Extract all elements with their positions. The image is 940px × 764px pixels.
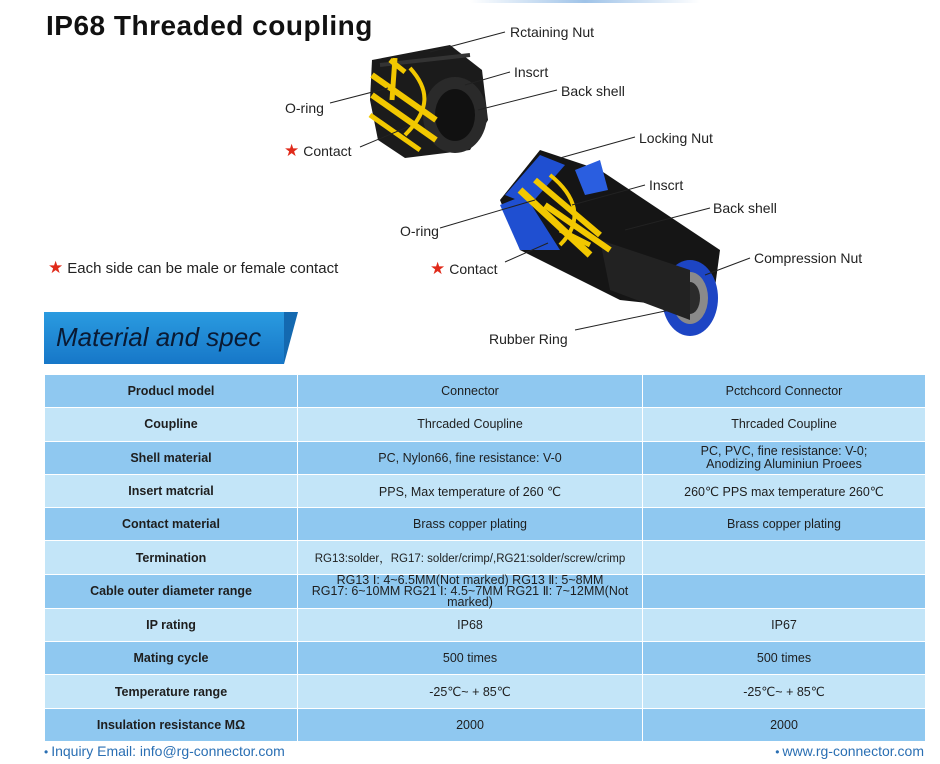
- star-icon: ★: [48, 258, 64, 277]
- table-row: [45, 708, 926, 741]
- connector-cell: 2000: [298, 708, 643, 741]
- callout-compression-nut: Compression Nut: [754, 250, 863, 266]
- cable-connector-image: [500, 150, 720, 336]
- connector-cell: RG13:solder，RG17: solder/crimp/,RG21:solder/screw/crimp: [298, 541, 643, 574]
- table-row: [45, 675, 926, 708]
- star-icon: ★: [284, 141, 300, 160]
- row-label: Producl model: [45, 375, 298, 408]
- callout-back-shell-bottom: Back shell: [713, 200, 777, 216]
- patchcord-cell: [643, 541, 926, 574]
- table-row: [45, 408, 926, 441]
- table-row: [45, 474, 926, 507]
- table-row: [45, 574, 926, 608]
- patchcord-cell: Brass copper plating: [643, 508, 926, 541]
- patchcord-cell: 260℃ PPS max temperature 260℃: [643, 474, 926, 507]
- patchcord-cell: IP67: [643, 608, 926, 641]
- table-row: [45, 375, 926, 408]
- table-row: [45, 441, 926, 474]
- table-row: [45, 541, 926, 574]
- callout-contact-top: [284, 141, 352, 161]
- callout-insert-top: Inscrt: [514, 64, 549, 80]
- callout-contact-bottom: [430, 259, 498, 279]
- connector-cell: -25℃~ + 85℃: [298, 675, 643, 708]
- row-label: Contact material: [45, 508, 298, 541]
- row-label: Temperature range: [45, 675, 298, 708]
- callout-back-shell-top: Back shell: [561, 83, 625, 99]
- page-title: IP68 Threaded coupling: [46, 10, 373, 41]
- row-label: Mating cycle: [45, 642, 298, 675]
- table-row: [45, 642, 926, 675]
- footer-website-text[interactable]: www.rg-connector.com: [782, 743, 924, 759]
- callout-insert-bottom: Inscrt: [649, 177, 684, 193]
- table-row: [45, 608, 926, 641]
- footer-email[interactable]: [44, 743, 285, 759]
- connector-cell: PC, Nylon66, fine resistance: V-0: [298, 441, 643, 474]
- connector-cell: 500 times: [298, 642, 643, 675]
- bullet-icon: •: [44, 745, 49, 759]
- row-label: Termination: [45, 541, 298, 574]
- patchcord-cell: 500 times: [643, 642, 926, 675]
- patchcord-cell: Pctchcord Connector: [643, 375, 926, 408]
- footer-email-text[interactable]: Inquiry Email: info@rg-connector.com: [51, 743, 285, 759]
- callout-contact-bottom-text: Contact: [449, 261, 498, 277]
- connector-cell: IP68: [298, 608, 643, 641]
- contact-note-text: Each side can be male or female contact: [67, 260, 339, 277]
- row-label: Coupline: [45, 408, 298, 441]
- contact-note: [48, 258, 338, 278]
- row-label: Cable outer diameter range: [45, 574, 298, 608]
- patchcord-cell: -25℃~ + 85℃: [643, 675, 926, 708]
- row-label: Insert matcrial: [45, 474, 298, 507]
- connector-cell: RG13 Ⅰ: 4~6.5MM(Not marked) RG13 Ⅱ: 5~8MM RG17: 6~10MM RG21 Ⅰ: 4.5~7MM RG21 Ⅱ: 7~12MM(Not marked): [298, 574, 643, 608]
- patchcord-cell: Thrcaded Coupline: [643, 408, 926, 441]
- spec-table: [44, 374, 926, 742]
- row-label: IP rating: [45, 608, 298, 641]
- patchcord-cell: [643, 574, 926, 608]
- callout-retaining-nut: Rctaining Nut: [510, 24, 595, 40]
- callout-locking-nut: Locking Nut: [639, 130, 713, 146]
- section-banner-fold: [284, 312, 298, 364]
- footer-website[interactable]: [775, 743, 924, 759]
- patchcord-cell: 2000: [643, 708, 926, 741]
- connector-cell: PPS, Max temperature of 260 ℃: [298, 474, 643, 507]
- callout-contact-top-text: Contact: [303, 143, 352, 159]
- connector-cell: Brass copper plating: [298, 508, 643, 541]
- table-row: [45, 508, 926, 541]
- connector-cell: Connector: [298, 375, 643, 408]
- star-icon: ★: [430, 259, 446, 278]
- connector-cell: Thrcaded Coupline: [298, 408, 643, 441]
- callout-rubber-ring: Rubber Ring: [489, 331, 568, 347]
- panel-connector-image: [370, 45, 488, 158]
- row-label: Shell material: [45, 441, 298, 474]
- section-title: Material and spec: [56, 322, 262, 352]
- row-label: Insulation resistance MΩ: [45, 708, 298, 741]
- patchcord-cell: PC, PVC, fine resistance: V-0; Anodizing Aluminiun Proees: [643, 441, 926, 474]
- bullet-icon: •: [775, 745, 780, 759]
- callout-oring-bottom: O-ring: [400, 223, 439, 239]
- callout-oring-top: O-ring: [285, 100, 324, 116]
